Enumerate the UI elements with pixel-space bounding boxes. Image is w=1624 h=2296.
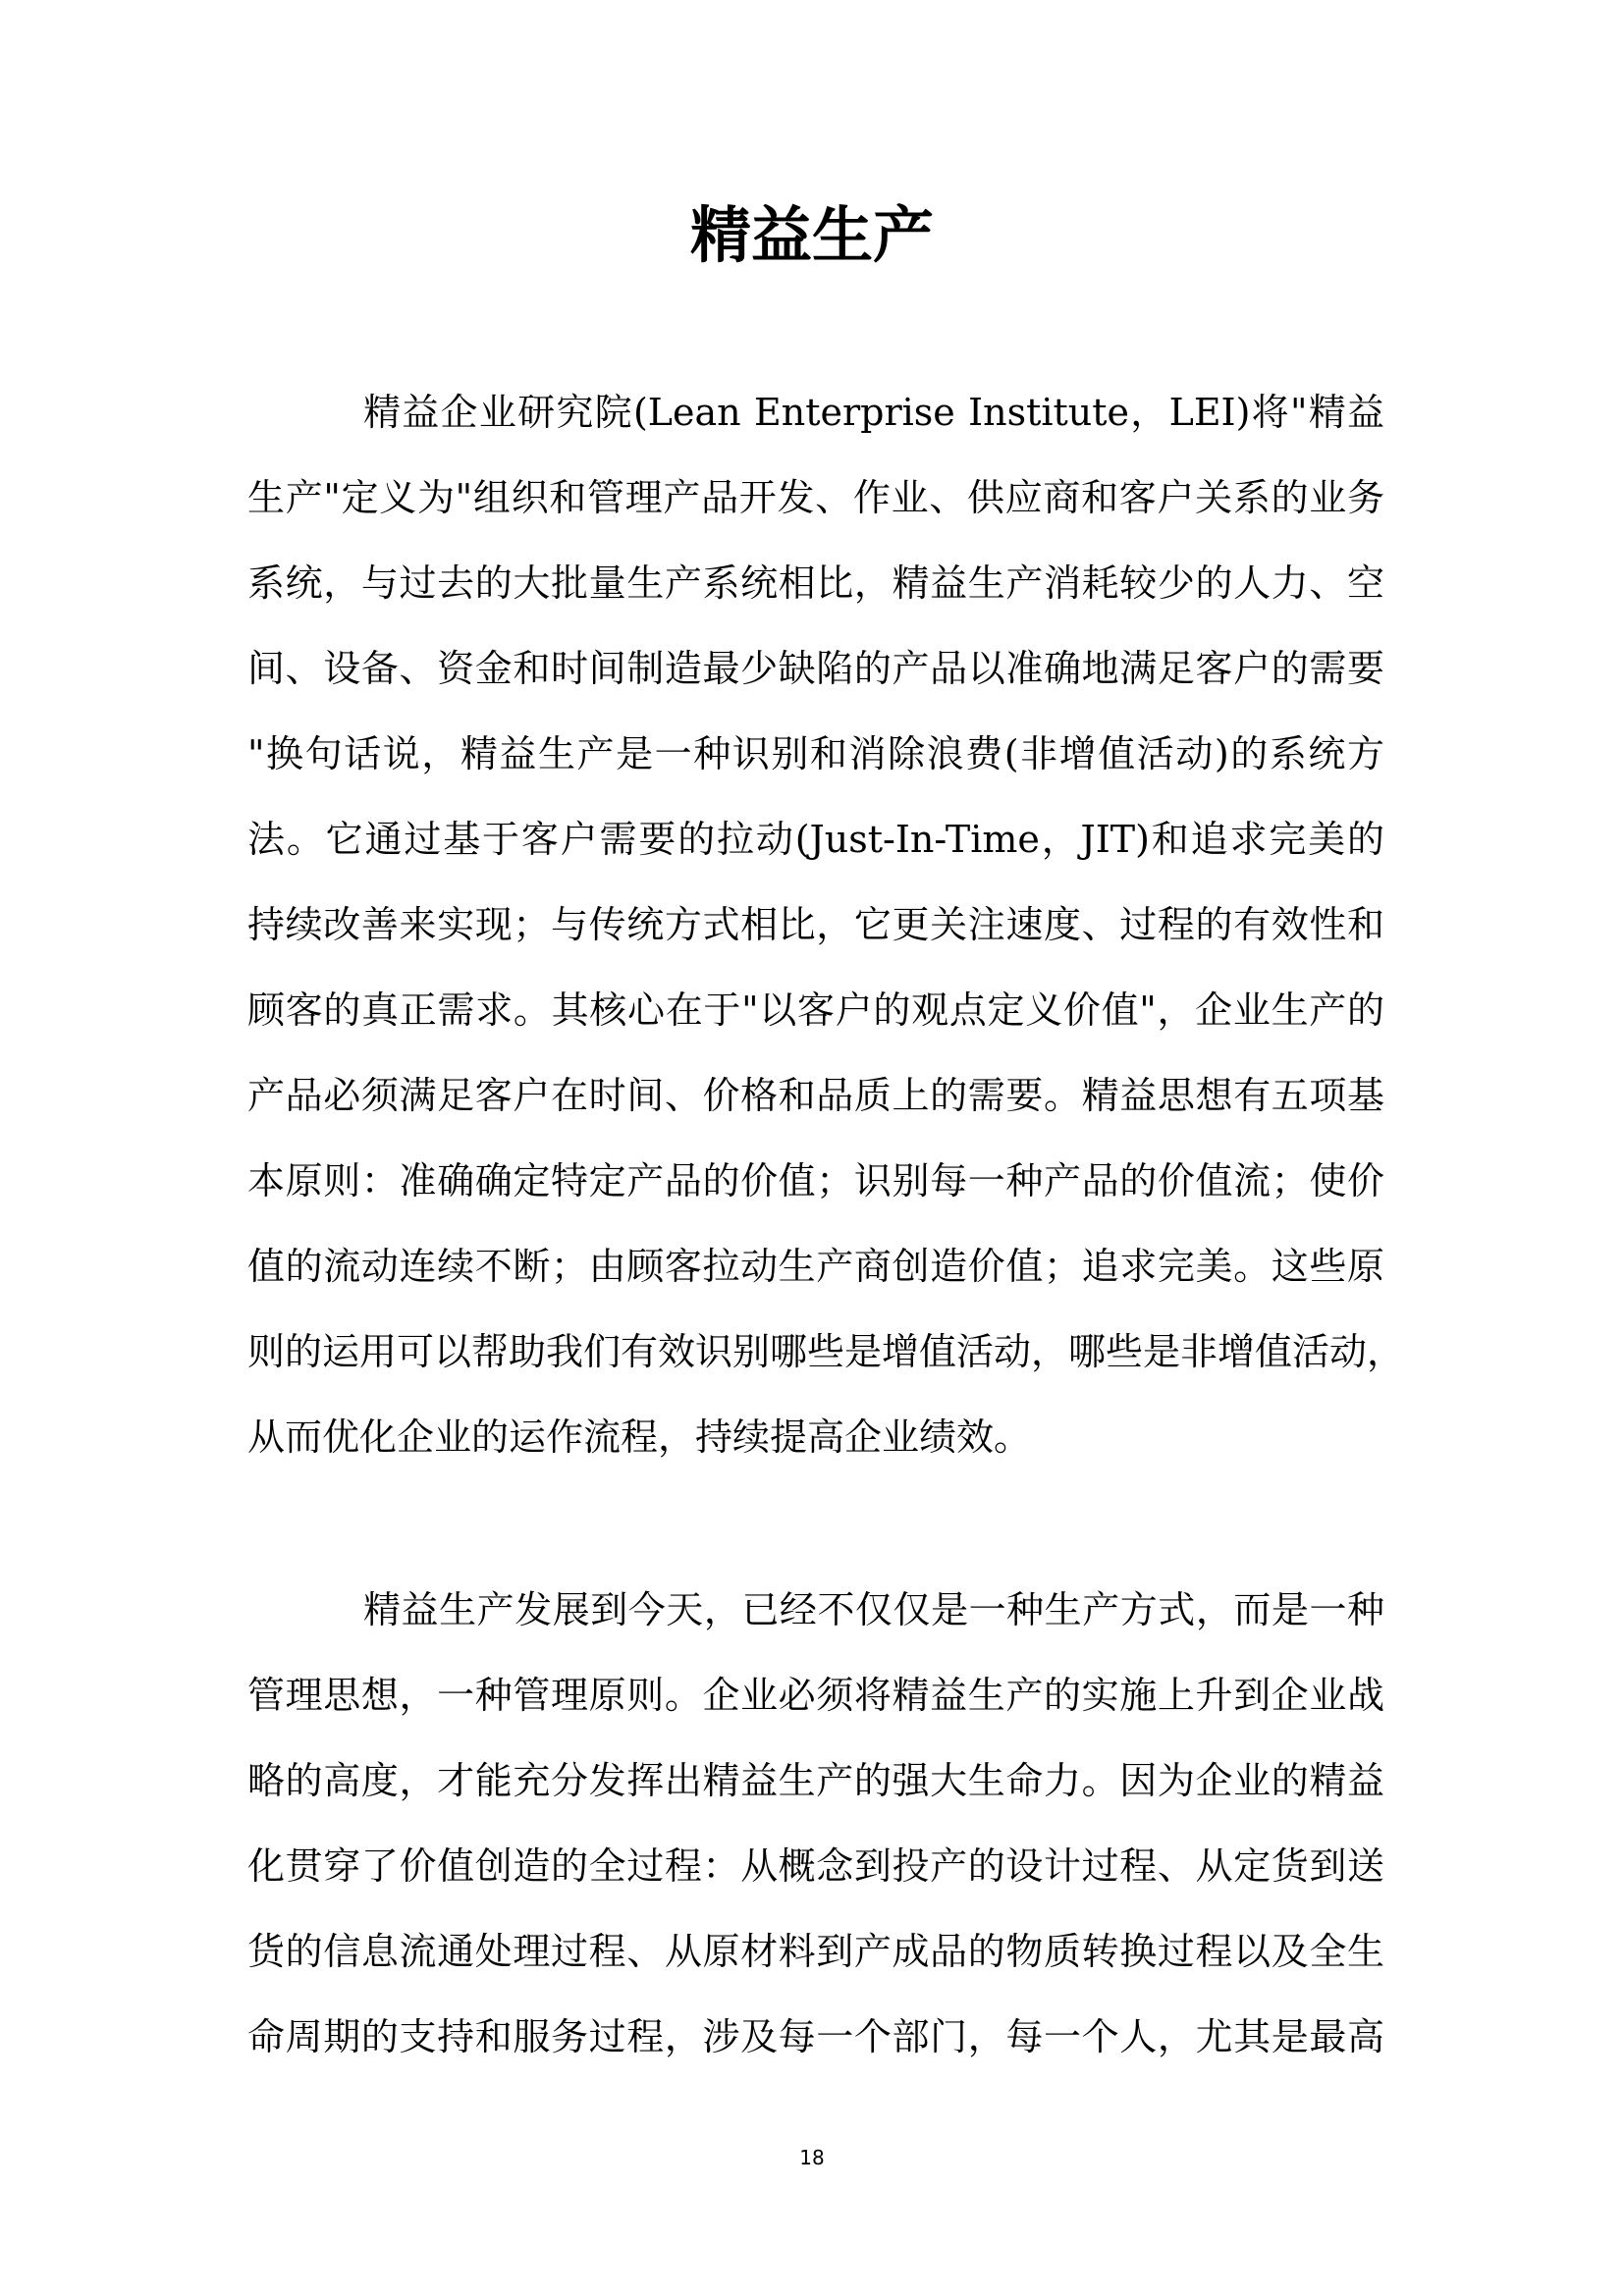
text-line: 生产"定义为"组织和管理产品开发、作业、供应商和客户关系的业务 [247,476,1384,519]
page-title: 精益生产 [689,199,934,271]
text-line: 精益生产发展到今天，已经不仅仅是一种生产方式，而是一种 [363,1588,1384,1631]
text-line: "换句话说，精益生产是一种识别和消除浪费(非增值活动)的系统方 [247,732,1384,775]
text-line: 精益企业研究院(Lean Enterprise Institute，LEI)将"精益 [363,391,1384,434]
text-line: 本原则：准确确定特定产品的价值；识别每一种产品的价值流；使价 [247,1159,1384,1202]
text-line: 略的高度，才能充分发挥出精益生产的强大生命力。因为企业的精益 [247,1759,1384,1802]
text-line: 货的信息流通处理过程、从原材料到产成品的物质转换过程以及全生 [247,1930,1384,1973]
text-line: 顾客的真正需求。其核心在于"以客户的观点定义价值"，企业生产的 [247,988,1384,1032]
text-line: 值的流动连续不断；由顾客拉动生产商创造价值；追求完美。这些原 [247,1245,1384,1288]
text-line: 法。它通过基于客户需要的拉动(Just-In-Time，JIT)和追求完美的 [247,818,1384,861]
text-line: 系统，与过去的大批量生产系统相比，精益生产消耗较少的人力、空 [247,561,1384,605]
page-number: 18 [799,2146,825,2169]
text-line: 产品必须满足客户在时间、价格和品质上的需要。精益思想有五项基 [247,1074,1384,1117]
text-line: 命周期的支持和服务过程，涉及每一个部门，每一个人，尤其是最高 [247,2015,1384,2058]
text-line: 持续改善来实现；与传统方式相比，它更关注速度、过程的有效性和 [247,903,1384,946]
text-line: 从而优化企业的运作流程，持续提高企业绩效。 [247,1415,1032,1459]
text-line: 间、设备、资金和时间制造最少缺陷的产品以准确地满足客户的需要 [247,647,1384,690]
text-line: 化贯穿了价值创造的全过程：从概念到投产的设计过程、从定货到送 [247,1844,1384,1888]
text-line: 则的运用可以帮助我们有效识别哪些是增值活动，哪些是非增值活动， [247,1330,1405,1373]
text-line: 管理思想，一种管理原则。企业必须将精益生产的实施上升到企业战 [247,1674,1384,1717]
